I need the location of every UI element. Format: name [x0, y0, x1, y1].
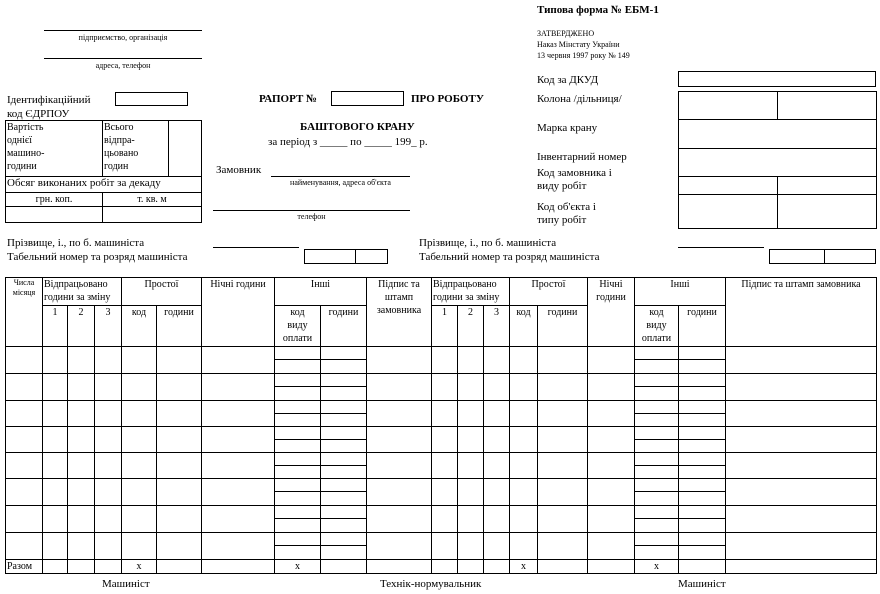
table-cell[interactable] [6, 374, 43, 401]
table-cell[interactable] [95, 347, 122, 374]
table-cell[interactable] [43, 427, 68, 453]
table-cell[interactable] [202, 533, 275, 560]
table-cell[interactable] [68, 401, 95, 427]
table-row [6, 453, 877, 479]
table-cell[interactable] [6, 506, 43, 533]
table-cell[interactable] [538, 506, 588, 533]
object-type-field[interactable] [778, 195, 877, 229]
table-cell[interactable] [726, 427, 877, 453]
table-cell[interactable] [275, 479, 321, 506]
customer-phone-label: телефон [297, 212, 326, 221]
table-cell[interactable] [157, 374, 202, 401]
operator-name-label-2: Прізвище, і., по б. машиніста [419, 237, 557, 249]
table-cell[interactable] [68, 453, 95, 479]
table-cell[interactable] [95, 506, 122, 533]
table-cell[interactable] [588, 374, 635, 401]
address-line [44, 58, 202, 59]
customer-phone-line[interactable] [213, 210, 410, 211]
table-cell[interactable] [679, 347, 726, 374]
column-field-2[interactable] [778, 92, 877, 120]
table-cell[interactable] [275, 401, 321, 427]
table-cell[interactable] [122, 453, 157, 479]
table-cell[interactable] [432, 506, 458, 533]
table-cell[interactable] [367, 479, 432, 506]
table-row [6, 374, 877, 401]
table-cell[interactable] [95, 533, 122, 560]
table-cell[interactable] [321, 347, 367, 374]
cost-table [5, 120, 202, 223]
table-cell[interactable] [321, 453, 367, 479]
table-cell[interactable] [432, 427, 458, 453]
sign-header [367, 278, 432, 347]
report-subtitle: БАШТОВОГО КРАНУ [300, 121, 415, 133]
table-cell[interactable] [484, 374, 510, 401]
customer-name-line[interactable] [271, 176, 410, 177]
shift-3-header: 3 [95, 306, 122, 347]
table-cell[interactable] [68, 347, 95, 374]
table-cell[interactable] [679, 401, 726, 427]
right-codes-table [678, 91, 877, 229]
table-cell[interactable] [43, 401, 68, 427]
report-period: за період з _____ по _____ 199_ р. [268, 136, 428, 148]
table-cell[interactable] [588, 533, 635, 560]
table-cell[interactable] [458, 453, 484, 479]
approval-approved: ЗАТВЕРДЖЕНО [537, 29, 595, 38]
table-cell[interactable] [588, 479, 635, 506]
sign-header-line: замовника [376, 305, 422, 316]
sign-header-line: Підпис та [378, 279, 420, 290]
pay-code-line: оплати [641, 333, 672, 344]
table-row [6, 506, 877, 533]
day-header-line: місяця [12, 288, 36, 297]
sign-header-2: Підпис та штамп замовника [726, 278, 877, 347]
uah-label: грн. коп. [6, 193, 103, 207]
table-cell[interactable] [157, 453, 202, 479]
table-cell[interactable] [510, 374, 538, 401]
operator-grade-field[interactable] [355, 249, 388, 264]
table-cell[interactable] [157, 506, 202, 533]
table-cell[interactable] [157, 347, 202, 374]
night-header: Нічні години [202, 278, 275, 347]
table-cell[interactable] [484, 401, 510, 427]
table-cell[interactable] [367, 427, 432, 453]
table-cell[interactable] [510, 453, 538, 479]
total-x: x [275, 560, 321, 574]
total-line: годин [104, 161, 129, 172]
table-cell[interactable] [588, 453, 635, 479]
operator-name-label: Прізвище, і., по б. машиніста [7, 237, 145, 249]
table-cell[interactable] [726, 374, 877, 401]
table-cell[interactable] [202, 347, 275, 374]
table-cell[interactable] [321, 401, 367, 427]
table-cell[interactable] [122, 506, 157, 533]
total-line: Всього [104, 122, 134, 133]
table-cell[interactable] [635, 506, 679, 533]
table-cell[interactable] [679, 533, 726, 560]
table-cell[interactable] [679, 479, 726, 506]
approval-order: Наказ Мінстату України [537, 40, 620, 49]
approval-date: 13 червня 1997 року № 149 [537, 51, 630, 60]
table-cell[interactable] [635, 533, 679, 560]
table-cell[interactable] [458, 533, 484, 560]
total-label: Разом [6, 560, 43, 574]
report-title-right: ПРО РОБОТУ [411, 93, 484, 105]
table-cell[interactable] [726, 347, 877, 374]
total-hours-value[interactable] [169, 121, 202, 177]
table-cell[interactable] [367, 374, 432, 401]
table-cell[interactable] [432, 453, 458, 479]
table-row [6, 479, 877, 506]
customer-label: Замовник [216, 164, 262, 176]
table-cell[interactable] [538, 374, 588, 401]
shift-2-header-2: 2 [458, 306, 484, 347]
crane-field[interactable] [679, 120, 877, 149]
total-cell[interactable] [484, 560, 510, 574]
total-cell[interactable] [726, 560, 877, 574]
table-cell[interactable] [43, 374, 68, 401]
other-hours-header-2: години [679, 306, 726, 347]
downtime-header: Простої [122, 278, 202, 306]
table-cell[interactable] [157, 479, 202, 506]
identification-code-field[interactable] [115, 92, 188, 106]
table-cell[interactable] [367, 533, 432, 560]
inventory-field[interactable] [679, 149, 877, 177]
table-cell[interactable] [510, 533, 538, 560]
total-x: x [635, 560, 679, 574]
night-header-line: години [596, 292, 626, 303]
table-cell[interactable] [275, 374, 321, 401]
signature-technician: Технік-нормувальник [380, 578, 482, 590]
customer-name-label: найменування, адреса об'єкта [290, 178, 391, 187]
total-x: x [510, 560, 538, 574]
table-cell[interactable] [458, 427, 484, 453]
table-cell[interactable] [458, 506, 484, 533]
downtime-header-2: Простої [510, 278, 588, 306]
object-code-field[interactable] [679, 195, 778, 229]
table-row [6, 401, 877, 427]
cost-line: машино- [7, 148, 45, 159]
table-cell[interactable] [538, 479, 588, 506]
identification-label-2: код ЄДРПОУ [7, 108, 70, 120]
shift-2-header: 2 [68, 306, 95, 347]
operator-name-line[interactable] [213, 247, 299, 248]
report-number-field[interactable] [331, 91, 404, 106]
cost-cell [6, 121, 103, 177]
table-cell[interactable] [458, 347, 484, 374]
table-cell[interactable] [432, 374, 458, 401]
table-cell[interactable] [6, 533, 43, 560]
table-cell[interactable] [95, 401, 122, 427]
dkud-label: Код за ДКУД [537, 74, 599, 86]
table-cell[interactable] [68, 506, 95, 533]
table-cell[interactable] [321, 479, 367, 506]
total-cell[interactable] [68, 560, 95, 574]
night-header-2 [588, 278, 635, 347]
table-cell[interactable] [122, 427, 157, 453]
table-cell[interactable] [122, 479, 157, 506]
table-cell[interactable] [679, 374, 726, 401]
table-cell[interactable] [157, 427, 202, 453]
table-cell[interactable] [68, 374, 95, 401]
table-cell[interactable] [635, 479, 679, 506]
table-cell[interactable] [726, 453, 877, 479]
table-cell[interactable] [458, 374, 484, 401]
table-cell[interactable] [202, 506, 275, 533]
shift-1-header-2: 1 [432, 306, 458, 347]
table-cell[interactable] [510, 347, 538, 374]
table-row [6, 427, 877, 453]
table-cell[interactable] [538, 427, 588, 453]
table-cell[interactable] [726, 533, 877, 560]
other-hours-header: години [321, 306, 367, 347]
table-cell[interactable] [588, 427, 635, 453]
table-cell[interactable] [275, 427, 321, 453]
table-cell[interactable] [202, 401, 275, 427]
signature-operator: Машиніст [102, 578, 150, 590]
form-title: Типова форма № ЕБМ-1 [537, 4, 659, 16]
customer-code-field[interactable] [679, 177, 778, 195]
worked-header: Відпрацьовано години за зміну [43, 278, 122, 306]
table-cell[interactable] [484, 347, 510, 374]
total-cell[interactable] [588, 560, 635, 574]
downtime-hours-header-2: години [538, 306, 588, 347]
pay-code-header [275, 306, 321, 347]
other-header-2: Інші [635, 278, 726, 306]
night-header-line: Нічні [599, 279, 623, 290]
uah-value[interactable] [6, 207, 103, 223]
pay-code-line: код [649, 307, 664, 318]
total-line: відпра- [104, 135, 135, 146]
operator-name-line-2[interactable] [678, 247, 764, 248]
work-table [5, 277, 877, 574]
table-cell[interactable] [484, 506, 510, 533]
table-cell[interactable] [635, 374, 679, 401]
table-cell[interactable] [68, 427, 95, 453]
total-x: x [122, 560, 157, 574]
total-cell[interactable] [538, 560, 588, 574]
day-header [6, 278, 43, 347]
table-cell[interactable] [202, 453, 275, 479]
table-cell[interactable] [432, 347, 458, 374]
table-cell[interactable] [679, 427, 726, 453]
table-cell[interactable] [122, 533, 157, 560]
table-cell[interactable] [321, 533, 367, 560]
table-cell[interactable] [68, 479, 95, 506]
total-cell[interactable] [202, 560, 275, 574]
table-cell[interactable] [510, 401, 538, 427]
table-cell[interactable] [726, 506, 877, 533]
inventory-label: Інвентарний номер [537, 151, 627, 163]
cost-line: однієї [7, 135, 32, 146]
total-cell[interactable] [157, 560, 202, 574]
table-cell[interactable] [432, 533, 458, 560]
shift-1-header: 1 [43, 306, 68, 347]
total-cell[interactable] [95, 560, 122, 574]
total-cell[interactable] [458, 560, 484, 574]
worked-header-2: Відпрацьовано години за зміну [432, 278, 510, 306]
tkm-label: т. кв. м [103, 193, 202, 207]
report-title-left: РАПОРТ № [259, 93, 318, 105]
table-cell[interactable] [6, 479, 43, 506]
table-cell[interactable] [122, 374, 157, 401]
table-cell[interactable] [95, 453, 122, 479]
table-cell[interactable] [321, 374, 367, 401]
table-cell[interactable] [275, 533, 321, 560]
table-cell[interactable] [484, 479, 510, 506]
table-cell[interactable] [510, 427, 538, 453]
column-label: Колона /дільниця/ [537, 93, 622, 105]
column-field[interactable] [679, 92, 778, 120]
table-cell[interactable] [157, 533, 202, 560]
dkud-field[interactable] [678, 71, 876, 87]
table-cell[interactable] [367, 401, 432, 427]
downtime-code-header-2: код [510, 306, 538, 347]
table-cell[interactable] [484, 453, 510, 479]
table-cell[interactable] [95, 374, 122, 401]
table-cell[interactable] [43, 453, 68, 479]
object-code-label-2: типу робіт [537, 214, 587, 226]
table-cell[interactable] [679, 506, 726, 533]
customer-code-label-1: Код замовника і [537, 167, 612, 179]
pay-code-line: код [290, 307, 305, 318]
table-cell[interactable] [635, 401, 679, 427]
table-cell[interactable] [432, 401, 458, 427]
downtime-hours-header: години [157, 306, 202, 347]
total-line: цьовано [104, 148, 139, 159]
table-cell[interactable] [367, 453, 432, 479]
table-cell[interactable] [202, 427, 275, 453]
shift-3-header-2: 3 [484, 306, 510, 347]
table-cell[interactable] [484, 427, 510, 453]
table-cell[interactable] [484, 533, 510, 560]
total-cell[interactable] [679, 560, 726, 574]
table-cell[interactable] [122, 401, 157, 427]
table-cell[interactable] [635, 347, 679, 374]
data-rows [6, 347, 877, 560]
customer-code-label-2: виду робіт [537, 180, 587, 192]
signature-operator-2: Машиніст [678, 578, 726, 590]
other-header: Інші [275, 278, 367, 306]
table-cell[interactable] [6, 401, 43, 427]
table-cell[interactable] [6, 347, 43, 374]
address-label: адреса, телефон [95, 61, 151, 70]
table-cell[interactable] [588, 347, 635, 374]
table-cell[interactable] [157, 401, 202, 427]
table-cell[interactable] [588, 401, 635, 427]
pay-code-line: оплати [282, 333, 313, 344]
crane-label: Марка крану [537, 122, 598, 134]
table-cell[interactable] [43, 479, 68, 506]
sign-header-line: штамп [384, 292, 414, 303]
table-cell[interactable] [510, 479, 538, 506]
operator-tab-field-2[interactable] [769, 249, 825, 264]
operator-tab-field[interactable] [304, 249, 356, 264]
table-row [6, 347, 877, 374]
total-hours-cell [103, 121, 169, 177]
table-cell[interactable] [275, 453, 321, 479]
pay-code-line: виду [646, 320, 667, 331]
operator-grade-field-2[interactable] [824, 249, 876, 264]
volume-label: Обсяг виконаних робіт за декаду [6, 177, 202, 193]
table-cell[interactable] [6, 427, 43, 453]
table-cell[interactable] [458, 401, 484, 427]
operator-tab-label-2: Табельний номер та розряд машиніста [419, 251, 600, 263]
table-cell[interactable] [122, 347, 157, 374]
table-cell[interactable] [6, 453, 43, 479]
table-cell[interactable] [726, 401, 877, 427]
table-cell[interactable] [538, 347, 588, 374]
table-cell[interactable] [367, 506, 432, 533]
table-cell[interactable] [43, 347, 68, 374]
total-cell[interactable] [432, 560, 458, 574]
downtime-code-header: код [122, 306, 157, 347]
table-cell[interactable] [588, 506, 635, 533]
pay-code-header-2 [635, 306, 679, 347]
table-cell[interactable] [95, 479, 122, 506]
total-cell[interactable] [321, 560, 367, 574]
table-cell[interactable] [43, 506, 68, 533]
table-cell[interactable] [43, 533, 68, 560]
enterprise-line [44, 30, 202, 31]
table-cell[interactable] [202, 374, 275, 401]
work-type-field[interactable] [778, 177, 877, 195]
cost-line: години [7, 161, 37, 172]
table-cell[interactable] [679, 453, 726, 479]
table-cell[interactable] [95, 427, 122, 453]
table-cell[interactable] [321, 506, 367, 533]
table-cell[interactable] [68, 533, 95, 560]
table-cell[interactable] [510, 506, 538, 533]
table-cell[interactable] [635, 427, 679, 453]
total-cell[interactable] [43, 560, 68, 574]
object-code-label-1: Код об'єкта і [537, 201, 596, 213]
cost-line: Вартість [7, 122, 44, 133]
table-cell[interactable] [202, 479, 275, 506]
table-cell[interactable] [635, 453, 679, 479]
table-cell[interactable] [275, 506, 321, 533]
table-cell[interactable] [432, 479, 458, 506]
table-cell[interactable] [538, 401, 588, 427]
table-cell[interactable] [367, 347, 432, 374]
table-cell[interactable] [726, 479, 877, 506]
table-cell[interactable] [458, 479, 484, 506]
operator-tab-label: Табельний номер та розряд машиніста [7, 251, 188, 263]
table-row [6, 533, 877, 560]
pay-code-line: виду [287, 320, 308, 331]
day-header-line: Числа [13, 278, 35, 287]
table-cell[interactable] [538, 453, 588, 479]
tkm-value[interactable] [103, 207, 202, 223]
identification-label-1: Ідентифікаційний [7, 94, 91, 106]
table-cell[interactable] [275, 347, 321, 374]
table-cell[interactable] [321, 427, 367, 453]
enterprise-label: підприємство, організація [78, 33, 168, 42]
total-cell[interactable] [367, 560, 432, 574]
table-cell[interactable] [538, 533, 588, 560]
